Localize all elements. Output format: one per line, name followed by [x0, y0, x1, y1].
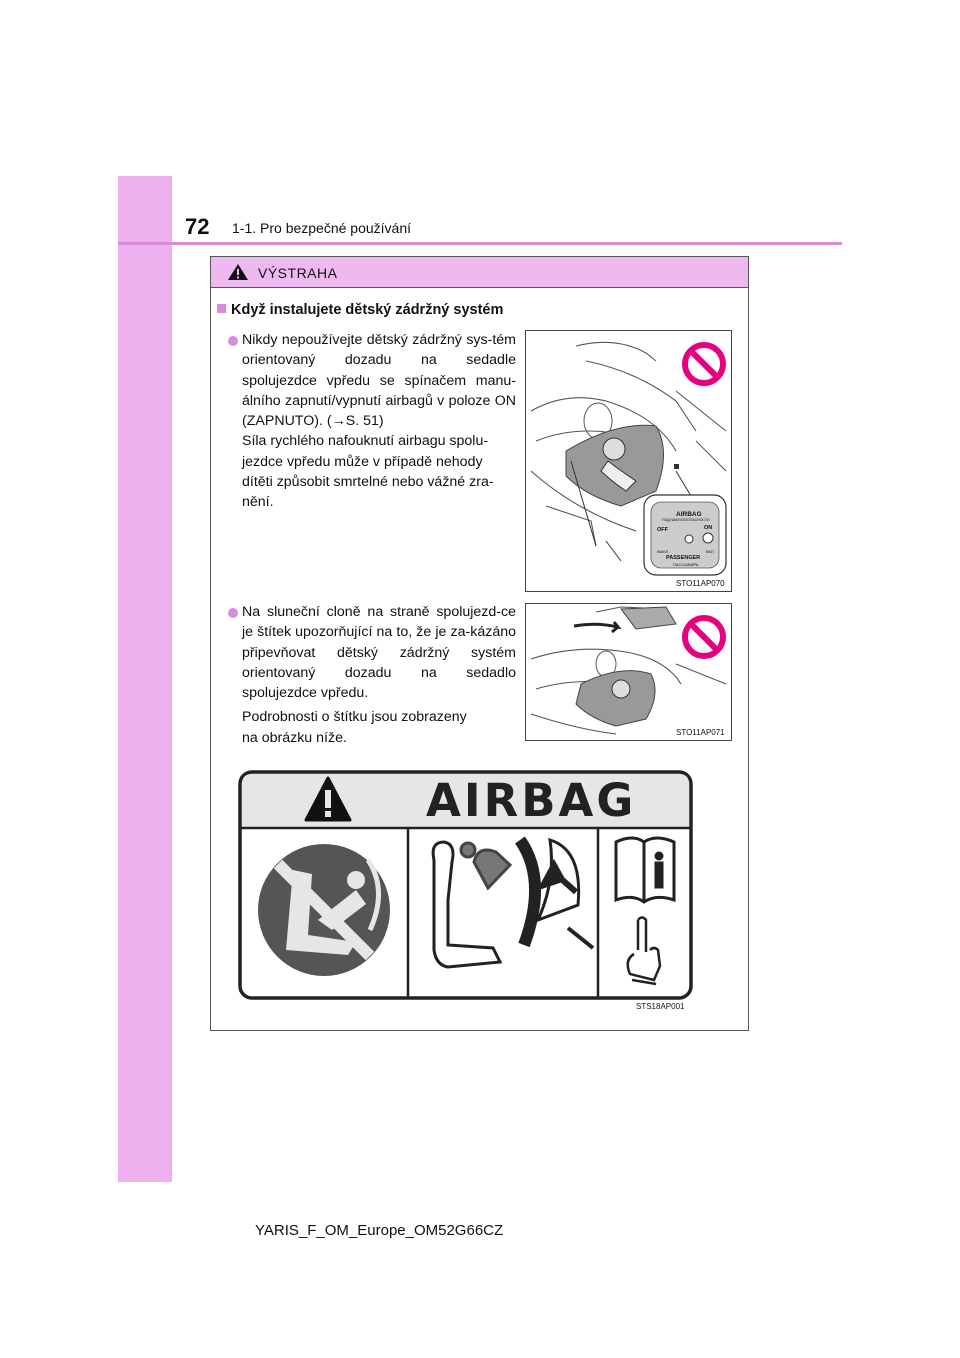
bullet-dot [228, 336, 238, 346]
side-tab-band [118, 176, 172, 1182]
switch-label-passenger-ru: ПАССАЖИРА [673, 562, 699, 567]
subheading-text: Když instalujete dětský zádržný systém [231, 302, 504, 318]
warning-triangle-icon [227, 263, 249, 281]
subheading [217, 302, 503, 318]
no-rear-facing-seat-icon [258, 844, 390, 976]
warning-box [210, 256, 749, 1031]
warning-title: VÝSTRAHA [258, 265, 338, 281]
warning-header [211, 257, 748, 288]
section-title: 1-1. Pro bezpečné používání [232, 220, 412, 236]
car-interior-child-seat-illustration [526, 331, 731, 591]
no-symbol-icon [685, 618, 723, 656]
bullet-1-para-2: Síla rychlého nafouknutí airbagu spolu-jezdce vpředu může v případě nehody dítěti způsobit smrtelné nebo vážné zra-nění. [242, 433, 494, 511]
switch-label-airbag: AIRBAG [676, 511, 702, 518]
header-rule [118, 242, 842, 245]
image-code: STO11AP071 [676, 728, 725, 737]
bullet-1-para-1: Nikdy nepoužívejte dětský zádržný sys-tém orientovaný dozadu na sedadle spolujezdce vpředu se spínačem manu-álního zapnutí/vypnutí airbagů v poloze ON (ZAPNUTO). (→S. 51) [242, 332, 516, 430]
footer-doc-id: YARIS_F_OM_Europe_OM52G66CZ [255, 1222, 504, 1239]
switch-label-on: ON [704, 525, 713, 531]
illustration-airbag-switch [525, 330, 732, 592]
bullet-2-para-1: Na sluneční cloně na straně spolujezd-ce je štítek upozorňující na to, že je za-kázáno připevňovat dětský zádržný systém orientovaný dozadu na sedadlo spolujezdce vpředu. [242, 604, 516, 702]
square-bullet-icon [217, 304, 226, 313]
switch-label-off: OFF [657, 527, 668, 533]
airbag-label-figure [238, 770, 693, 1010]
sun-visor-label-illustration [526, 604, 731, 740]
image-code: STO11AP070 [676, 579, 725, 588]
switch-label-sub: ПОДУШКИ БЕЗОПАСНОСТИ [662, 518, 710, 522]
switch-label-off-ru: ВЫКЛ [657, 549, 669, 554]
page-number: 72 [185, 214, 210, 239]
no-symbol-icon [685, 345, 723, 383]
airbag-label-word: AIRBAG [426, 774, 637, 827]
illustration-sun-visor [525, 603, 732, 741]
switch-label-passenger: PASSENGER [666, 555, 701, 561]
bullet-1-text [242, 330, 516, 513]
image-code: STS18AP001 [636, 1002, 685, 1011]
bullet-2-text [242, 602, 516, 748]
switch-label-on-ru: ВКЛ [706, 549, 714, 554]
bullet-dot [228, 608, 238, 618]
bullet-2-para-2: Podrobnosti o štítku jsou zobrazeny na obrázku níže. [242, 709, 467, 746]
